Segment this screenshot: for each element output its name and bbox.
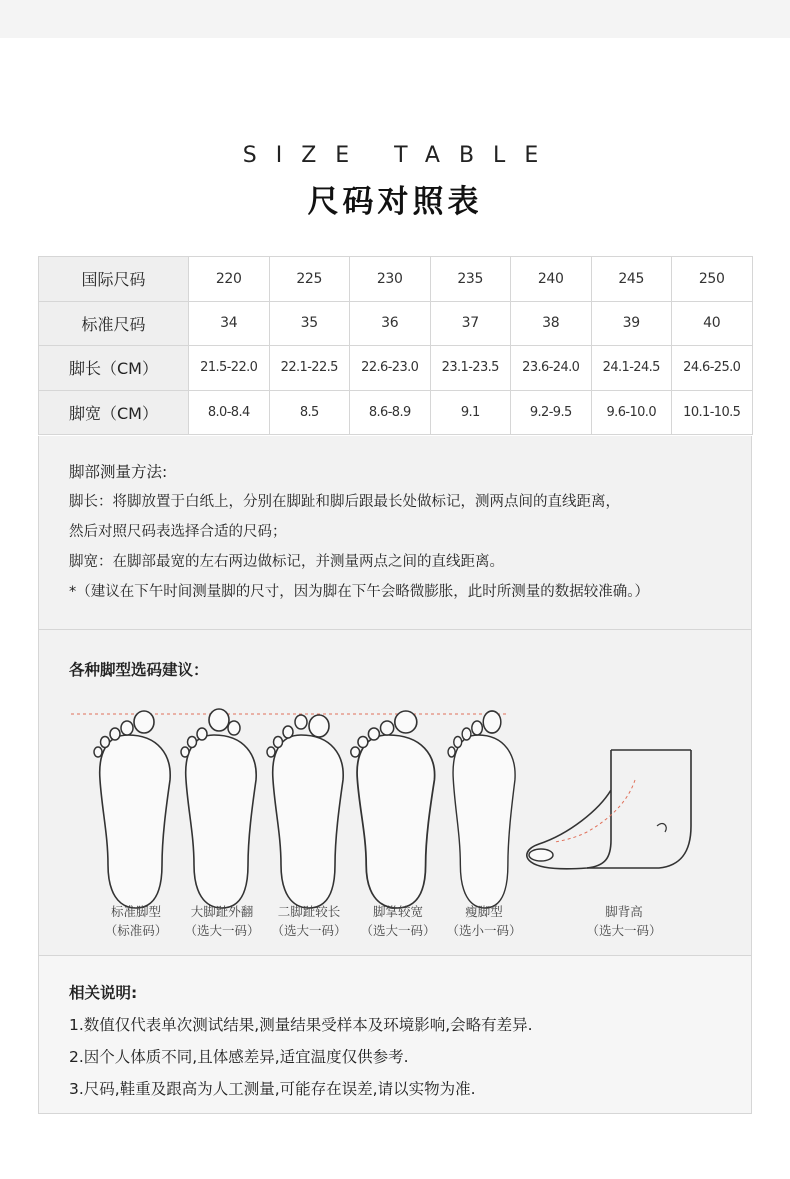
standard-foot-icon xyxy=(94,711,170,908)
foot-type-label: 二脚趾较长 （选大一码） xyxy=(271,904,347,938)
row-header: 脚宽（CM） xyxy=(39,390,189,435)
note-line: 1.数值仅代表单次测试结果,测量结果受样本及环境影响,会略有差异. xyxy=(69,1016,533,1034)
table-cell: 230 xyxy=(350,257,431,302)
measure-heading: 脚部测量方法: xyxy=(69,463,168,481)
table-cell: 23.6-24.0 xyxy=(511,346,592,391)
table-cell: 8.5 xyxy=(269,390,350,435)
table-cell: 9.2-9.5 xyxy=(511,390,592,435)
table-cell: 9.1 xyxy=(430,390,511,435)
table-row-foot-width xyxy=(39,390,753,435)
table-cell: 8.6-8.9 xyxy=(350,390,431,435)
row-header: 标准尺码 xyxy=(39,301,189,346)
table-cell: 9.6-10.0 xyxy=(591,390,672,435)
table-cell: 37 xyxy=(430,301,511,346)
long-second-toe-foot-icon xyxy=(267,715,343,908)
table-row-international-size xyxy=(39,257,753,302)
table-cell: 22.1-22.5 xyxy=(269,346,350,391)
foot-type-label: 脚背高 （选大一码） xyxy=(586,904,662,938)
measure-line: *（建议在下午时间测量脚的尺寸，因为脚在下午会略微膨胀，此时所测量的数据较准确。） xyxy=(69,584,649,600)
table-cell: 240 xyxy=(511,257,592,302)
table-cell: 220 xyxy=(189,257,270,302)
high-instep-foot-icon xyxy=(527,750,691,869)
note-line: 2.因个人体质不同,且体感差异,适宜温度仅供参考. xyxy=(69,1048,409,1066)
foot-type-label: 脚掌较宽 （选大一码） xyxy=(360,904,436,938)
table-cell: 23.1-23.5 xyxy=(430,346,511,391)
table-cell: 38 xyxy=(511,301,592,346)
title-chinese: 尺码对照表 xyxy=(307,184,483,220)
foot-type-label: 标准脚型 （标准码） xyxy=(104,904,168,938)
table-cell: 250 xyxy=(672,257,753,302)
foot-types-heading: 各种脚型选码建议： xyxy=(69,661,209,679)
foot-type-label: 瘦脚型 （选小一码） xyxy=(446,904,522,938)
table-cell: 34 xyxy=(189,301,270,346)
table-row-standard-size xyxy=(39,301,753,346)
table-cell: 22.6-23.0 xyxy=(350,346,431,391)
measure-method-panel xyxy=(38,436,752,630)
table-cell: 39 xyxy=(591,301,672,346)
note-line: 3.尺码,鞋重及跟高为人工测量,可能存在误差,请以实物为准. xyxy=(69,1080,476,1098)
table-cell: 36 xyxy=(350,301,431,346)
table-cell: 35 xyxy=(269,301,350,346)
table-cell: 245 xyxy=(591,257,672,302)
title-english: SIZE TABLE xyxy=(242,143,558,168)
wide-foot-icon xyxy=(351,711,435,908)
foot-types-panel xyxy=(38,630,752,956)
measure-line: 脚宽：在脚部最宽的左右两边做标记，并测量两点之间的直线距离。 xyxy=(69,554,504,570)
measure-line: 然后对照尺码表选择合适的尺码； xyxy=(69,524,287,540)
table-row-foot-length xyxy=(39,346,753,391)
notes-heading: 相关说明: xyxy=(69,984,138,1002)
table-cell: 40 xyxy=(672,301,753,346)
row-header: 脚长（CM） xyxy=(39,346,189,391)
table-cell: 24.6-25.0 xyxy=(672,346,753,391)
table-cell: 10.1-10.5 xyxy=(672,390,753,435)
size-table xyxy=(38,256,753,435)
slim-foot-icon xyxy=(448,711,515,908)
measure-line: 脚长：将脚放置于白纸上，分别在脚趾和脚后跟最长处做标记，测两点间的直线距离， xyxy=(69,494,620,510)
table-cell: 225 xyxy=(269,257,350,302)
table-cell: 235 xyxy=(430,257,511,302)
notes-panel xyxy=(38,956,752,1114)
table-cell: 8.0-8.4 xyxy=(189,390,270,435)
table-cell: 24.1-24.5 xyxy=(591,346,672,391)
row-header: 国际尺码 xyxy=(39,257,189,302)
table-cell: 21.5-22.0 xyxy=(189,346,270,391)
bunion-foot-icon xyxy=(181,709,256,908)
top-bar xyxy=(0,0,790,38)
foot-type-label: 大脚趾外翻 （选大一码） xyxy=(184,904,260,938)
